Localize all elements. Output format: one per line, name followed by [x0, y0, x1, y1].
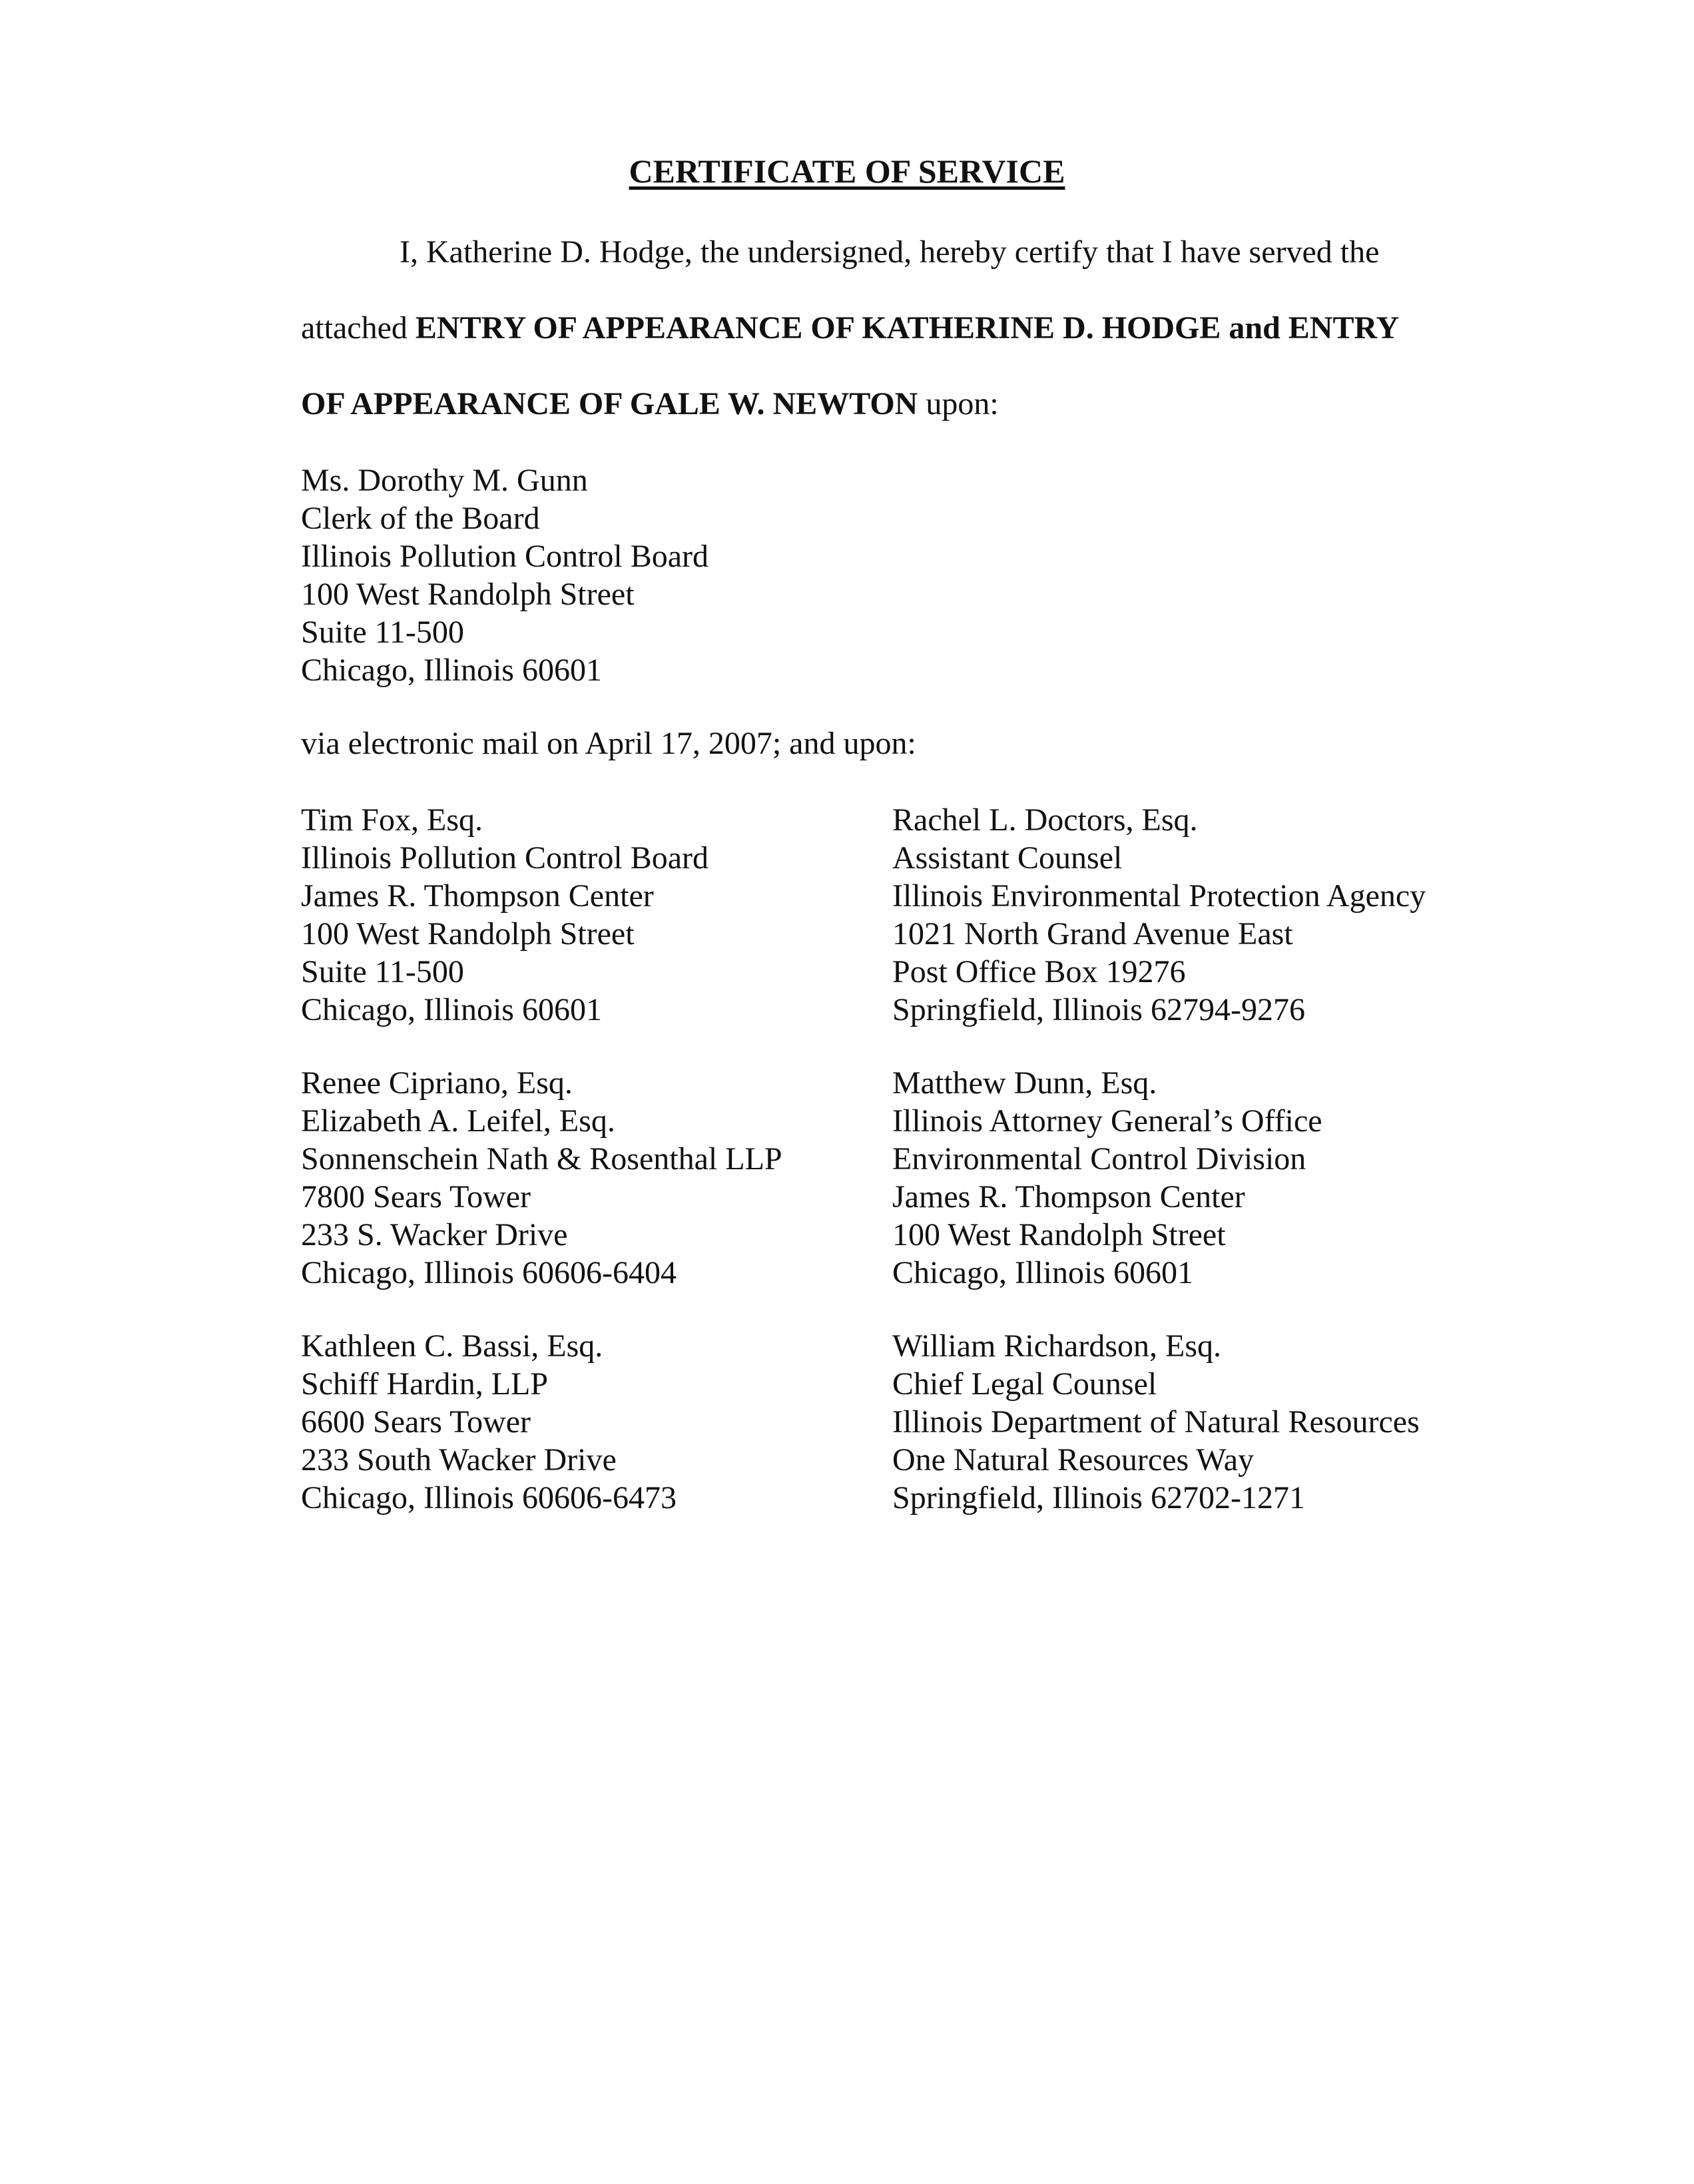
address-line: Tim Fox, Esq. [301, 802, 483, 838]
address-line: Environmental Control Division [892, 1141, 1306, 1177]
address-line: Illinois Attorney General’s Office [892, 1103, 1322, 1139]
address-line: Kathleen C. Bassi, Esq. [301, 1328, 603, 1364]
certification-line-3 [301, 388, 999, 420]
address-line: Sonnenschein Nath & Rosenthal LLP [301, 1141, 782, 1177]
address-line: Illinois Environmental Protection Agency [892, 878, 1426, 914]
address-line: Rachel L. Doctors, Esq. [892, 802, 1198, 838]
certification-line-2 [301, 312, 1399, 344]
address-line: 100 West Randolph Street [892, 1217, 1226, 1252]
address-line: Matthew Dunn, Esq. [892, 1065, 1157, 1101]
address-line: Renee Cipriano, Esq. [301, 1065, 573, 1101]
clerk-address-block [301, 461, 708, 689]
address-line: 233 S. Wacker Drive [301, 1217, 568, 1252]
address-line: Chief Legal Counsel [892, 1366, 1157, 1402]
certification-prefix: attached [301, 310, 416, 346]
address-line: 7800 Sears Tower [301, 1179, 531, 1215]
address-line: Chicago, Illinois 60601 [892, 1255, 1193, 1290]
address-line: Elizabeth A. Leifel, Esq. [301, 1103, 615, 1139]
address-line: 6600 Sears Tower [301, 1404, 531, 1440]
address-line: 100 West Randolph Street [301, 577, 635, 612]
address-line: Illinois Pollution Control Board [301, 840, 709, 876]
certification-suffix: upon: [918, 386, 999, 421]
certification-line-1 [400, 236, 1379, 268]
address-line: Chicago, Illinois 60606-6473 [301, 1480, 677, 1515]
address-line: 100 West Randolph Street [301, 916, 635, 952]
certification-text: I, Katherine D. Hodge, the undersigned, hereby certify that I have served the [400, 234, 1380, 270]
address-line: Clerk of the Board [301, 501, 540, 536]
address-line: Chicago, Illinois 60606-6404 [301, 1255, 677, 1290]
address-block-kathleen-bassi [301, 1327, 677, 1517]
address-line: Illinois Pollution Control Board [301, 539, 709, 574]
document-title-bold: ENTRY OF APPEARANCE OF KATHERINE D. HODGE and ENTRY [415, 310, 1400, 346]
address-line: William Richardson, Esq. [892, 1328, 1221, 1364]
address-line: Ms. Dorothy M. Gunn [301, 463, 588, 498]
address-line: Chicago, Illinois 60601 [301, 992, 602, 1027]
address-line: Post Office Box 19276 [892, 954, 1186, 989]
address-line: James R. Thompson Center [301, 878, 654, 914]
address-block-renee-cipriano [301, 1064, 782, 1292]
page-title: CERTIFICATE OF SERVICE [629, 152, 1065, 190]
address-line: Suite 11-500 [301, 954, 464, 989]
address-block-rachel-doctors [892, 801, 1426, 1029]
address-block-matthew-dunn [892, 1064, 1322, 1292]
address-line: Springfield, Illinois 62794-9276 [892, 992, 1305, 1027]
address-line: One Natural Resources Way [892, 1442, 1255, 1478]
address-line: James R. Thompson Center [892, 1179, 1245, 1215]
address-block-tim-fox [301, 801, 708, 1029]
document-title-bold-continued: OF APPEARANCE OF GALE W. NEWTON [301, 386, 918, 421]
service-method-line: via electronic mail on April 17, 2007; and upon: [301, 726, 916, 761]
address-line: 233 South Wacker Drive [301, 1442, 617, 1478]
address-line: 1021 North Grand Avenue East [892, 916, 1293, 952]
address-line: Illinois Department of Natural Resources [892, 1404, 1420, 1440]
address-line: Springfield, Illinois 62702-1271 [892, 1480, 1305, 1515]
address-block-william-richardson [892, 1327, 1420, 1517]
address-line: Suite 11-500 [301, 615, 464, 650]
address-line: Schiff Hardin, LLP [301, 1366, 549, 1402]
address-line: Chicago, Illinois 60601 [301, 653, 602, 688]
address-line: Assistant Counsel [892, 840, 1123, 876]
